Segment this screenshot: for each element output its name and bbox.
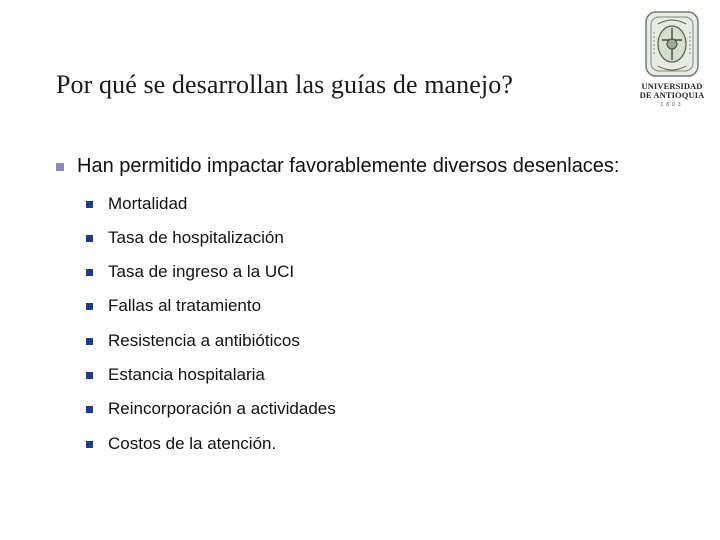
- sub-bullet-text: Reincorporación a actividades: [108, 399, 336, 418]
- logo-line-2: DE ANTIOQUIA: [639, 90, 705, 100]
- square-bullet-icon: [86, 372, 93, 379]
- sub-bullet-text: Mortalidad: [108, 194, 188, 213]
- square-bullet-icon: [86, 303, 93, 310]
- sub-bullet: [86, 330, 300, 352]
- square-bullet-icon: [86, 406, 93, 413]
- university-logo: [636, 10, 708, 106]
- logo-line-1: UNIVERSIDAD: [641, 81, 703, 91]
- slide-title: Por qué se desarrollan las guías de manejo?: [56, 70, 513, 99]
- sub-bullet: [86, 364, 265, 386]
- sub-bullet-text: Costos de la atención.: [108, 434, 277, 453]
- sub-bullet: [86, 295, 261, 317]
- sub-bullet: [86, 433, 276, 455]
- sub-bullet: [86, 193, 187, 215]
- sub-bullet: [86, 398, 336, 420]
- main-bullet-text: Han permitido impactar favorablemente diversos desenlaces:: [77, 155, 620, 177]
- square-bullet-icon: [86, 235, 93, 242]
- sub-bullet-text: Tasa de ingreso a la UCI: [108, 262, 295, 281]
- sub-bullet-text: Resistencia a antibióticos: [108, 331, 300, 350]
- sub-bullet: [86, 261, 294, 283]
- main-bullet: [56, 155, 620, 178]
- square-bullet-icon: [86, 269, 93, 276]
- square-bullet-icon: [86, 338, 93, 345]
- sub-bullet-text: Fallas al tratamiento: [108, 296, 262, 315]
- logo-wordmark: [636, 82, 708, 100]
- square-bullet-icon: [56, 163, 64, 171]
- sub-bullet-text: Estancia hospitalaria: [108, 365, 265, 384]
- sub-bullet-text: Tasa de hospitalización: [108, 228, 284, 247]
- logo-year: 1803: [660, 102, 684, 108]
- university-seal-icon: [642, 10, 702, 80]
- square-bullet-icon: [86, 441, 93, 448]
- square-bullet-icon: [86, 201, 93, 208]
- sub-bullet: [86, 227, 284, 249]
